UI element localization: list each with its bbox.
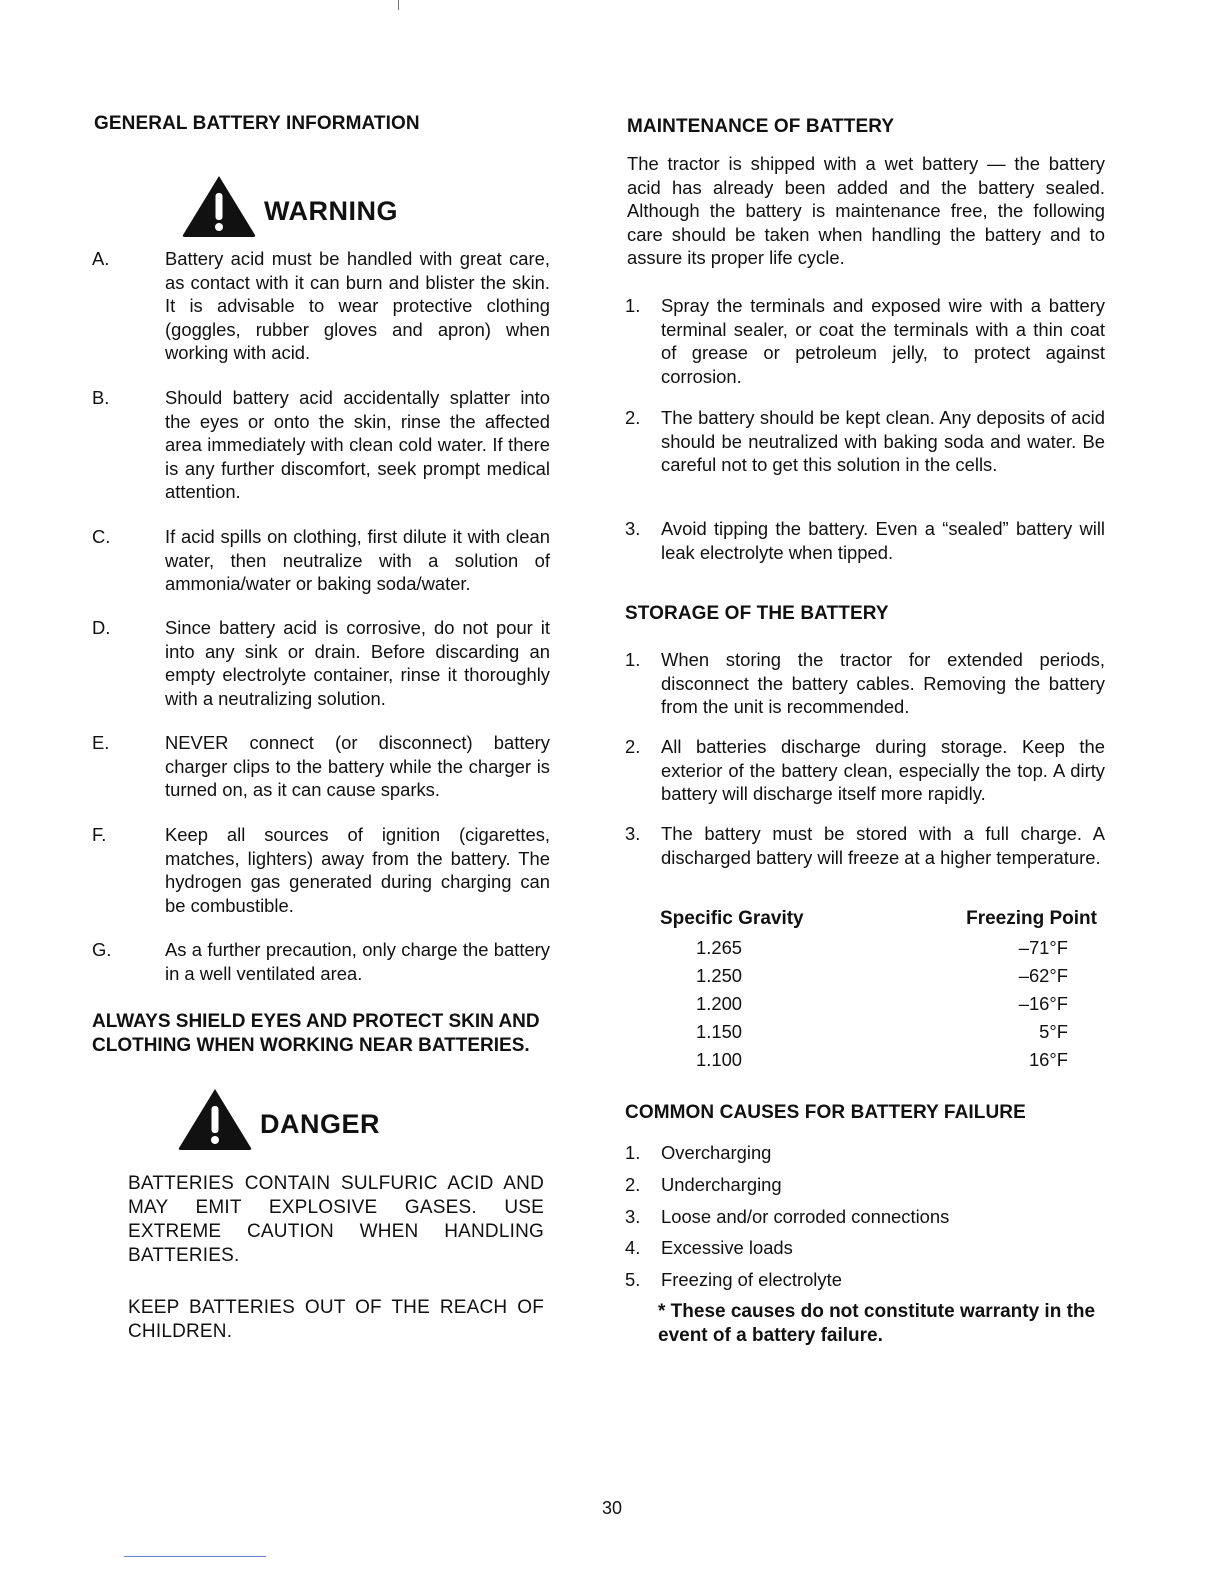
item-label: B. [92,387,110,408]
item-text: Undercharging [661,1174,782,1195]
item-text: Keep all sources of ignition (cigarettes, matches, lighters) away from the battery. The hydrogen gas generated during charging can be combustible. [165,824,550,916]
gravity-cell: 1.100 [696,1049,743,1070]
table-row [660,1049,1100,1077]
item-label: 1. [625,649,641,670]
item-label: 3. [625,518,641,539]
danger-text: BATTERIES CONTAIN SULFURIC ACID AND MAY EMIT EXPLOSIVE GASES. USE EXTREME CAUTION WHEN HANDLING BATTERIES. [128,1173,544,1266]
freezing-point-header: Freezing Point [966,908,1097,929]
item-text: Avoid tipping the battery. Even a “sealed” battery will leak electrolyte when tipped. [661,518,1105,563]
item-text: Since battery acid is corrosive, do not pour it into any sink or drain. Before discarding an empty electrolyte container, rinse it thoroughly with a neutralizing solution. [165,617,550,709]
scan-mark [398,0,399,10]
item-text: The battery should be kept clean. Any deposits of acid should be neutralized with baking soda and water. Be careful not to get this solution in the cells. [661,407,1105,475]
warranty-note: * These causes do not constitute warranty in the event of a battery failure. [658,1301,1096,1346]
danger-word: DANGER [260,1108,381,1139]
danger-triangle-icon [176,1086,254,1152]
item-text: Loose and/or corroded connections [661,1206,950,1227]
list-item [92,938,550,985]
causes-heading: COMMON CAUSES FOR BATTERY FAILURE [625,1102,1026,1123]
list-item [625,517,1105,564]
item-text: The battery must be stored with a full charge. A discharged battery will freeze at a higher temperature. [661,823,1105,868]
item-label: 2. [625,1174,641,1195]
gravity-cell: 1.150 [696,1021,743,1042]
table-row [660,993,1100,1021]
freezing-cell: 5°F [1039,1021,1068,1042]
table-row [660,1021,1100,1049]
maintenance-intro: The tractor is shipped with a wet battery — the battery acid has already been added and the battery sealed. Although the battery is maintenance free, the following care should be taken when handling the battery and to assure its proper life cycle. [627,153,1105,268]
item-label: C. [92,526,111,547]
freezing-cell: –71°F [1018,937,1068,958]
item-text: NEVER connect (or disconnect) battery charger clips to the battery while the charger is turned on, as it can cause sparks. [165,732,550,800]
warning-triangle-icon [180,173,258,239]
page-number: 30 [601,1498,623,1518]
list-item [92,386,550,504]
item-text: Should battery acid accidentally splatter into the eyes or onto the skin, rinse the affected area immediately with clean cold water. If there is any further discomfort, seek prompt medical attention. [165,387,550,502]
general-battery-heading: GENERAL BATTERY INFORMATION [94,113,420,134]
gravity-cell: 1.200 [696,993,743,1014]
item-label: D. [92,617,111,638]
storage-heading: STORAGE OF THE BATTERY [625,603,889,624]
item-label: F. [92,824,107,845]
item-label: 5. [625,1269,641,1290]
maintenance-heading: MAINTENANCE OF BATTERY [627,116,895,137]
item-text: All batteries discharge during storage. Keep the exterior of the battery clean, especially the top. A dirty battery will discharge itself more rapidly. [661,736,1105,804]
item-text: If acid spills on clothing, first dilute it with clean water, then neutralize with a solution of ammonia/water or baking soda/water. [165,526,550,594]
list-item [625,822,1105,869]
item-label: 2. [625,407,641,428]
scan-line [124,1556,266,1557]
danger-sign [176,1086,380,1152]
shield-notice: ALWAYS SHIELD EYES AND PROTECT SKIN AND CLOTHING WHEN WORKING NEAR BATTERIES. [92,1011,540,1056]
freezing-cell: –16°F [1018,993,1068,1014]
item-text: Battery acid must be handled with great care, as contact with it can burn and blister the skin. It is advisable to wear protective clothing (goggles, rubber gloves and apron) when working with acid. [165,248,550,363]
list-item [92,731,550,802]
gravity-cell: 1.265 [696,937,743,958]
item-label: 3. [625,1206,641,1227]
list-item [92,616,550,710]
item-label: 2. [625,736,641,757]
item-text: Freezing of electrolyte [661,1269,842,1290]
item-label: 1. [625,1142,641,1163]
item-text: Overcharging [661,1142,772,1163]
list-item [625,735,1105,806]
list-item [92,525,550,596]
item-label: A. [92,248,110,269]
list-item [625,648,1105,719]
warning-sign [180,173,398,239]
specific-gravity-header: Specific Gravity [660,908,804,929]
item-label: G. [92,939,112,960]
item-text: Spray the terminals and exposed wire with a battery terminal sealer, or coat the terminals with a thin coat of grease or petroleum jelly, to protect against corrosion. [661,295,1105,387]
warning-word: WARNING [264,195,398,226]
item-text: When storing the tractor for extended periods, disconnect the battery cables. Removing the battery from the unit is recommended. [661,649,1105,717]
children-warning: KEEP BATTERIES OUT OF THE REACH OF CHILDREN. [128,1297,544,1342]
list-item [625,294,1105,388]
list-item [625,406,1105,477]
freezing-cell: 16°F [1028,1049,1068,1070]
item-label: 4. [625,1237,641,1258]
item-label: 3. [625,823,641,844]
item-text: Excessive loads [661,1237,793,1258]
item-label: E. [92,732,110,753]
list-item [92,823,550,917]
gravity-cell: 1.250 [696,965,743,986]
list-item [92,247,550,365]
item-text: As a further precaution, only charge the battery in a well ventilated area. [165,939,550,984]
freezing-cell: –62°F [1018,965,1068,986]
table-row [660,937,1100,965]
table-row [660,965,1100,993]
item-label: 1. [625,295,641,316]
